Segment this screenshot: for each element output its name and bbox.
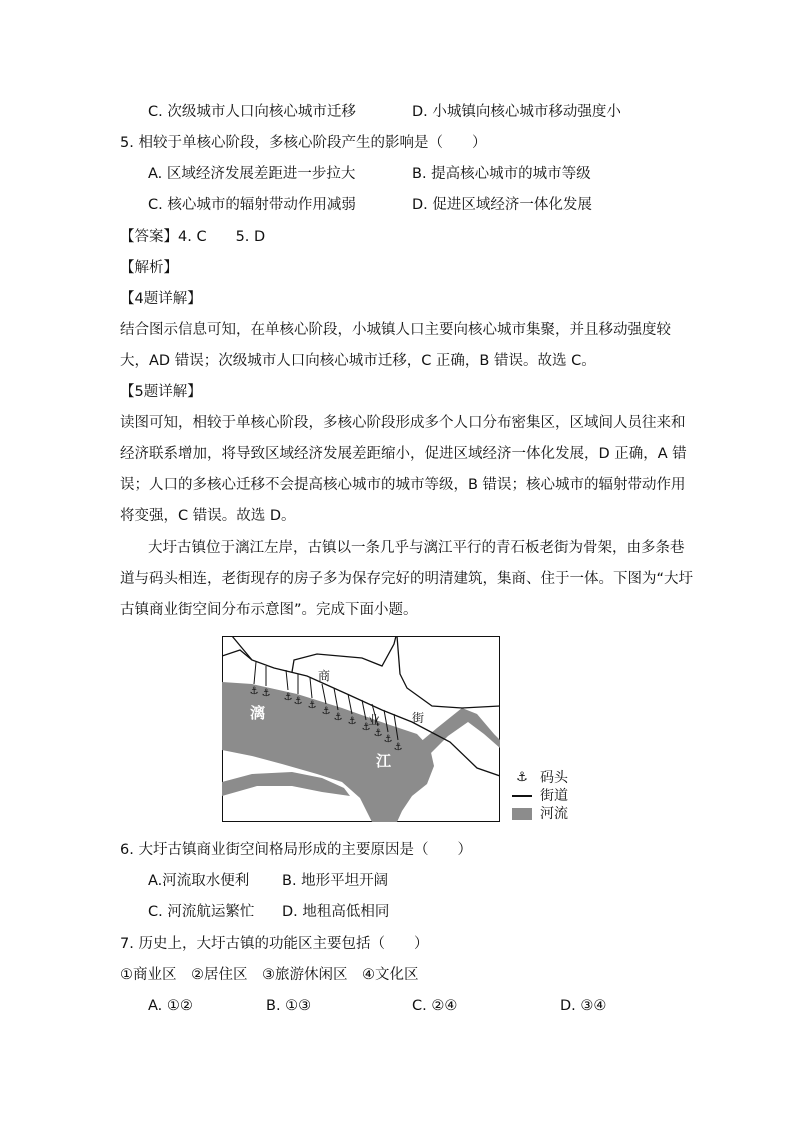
- legend-label-wharf: 码头: [540, 770, 568, 786]
- q5-detail-line: 经济联系增加，将导致区域经济发展差距缩小，促进区域经济一体化发展，D 正确，A 错: [120, 446, 687, 462]
- anchor-icon: ⚓: [373, 728, 383, 739]
- q7-option-b: B. ①③: [266, 998, 312, 1014]
- anchor-icon: ⚓: [249, 686, 259, 697]
- q6-stem: 6. 大圩古镇商业街空间格局形成的主要原因是（ ）: [120, 842, 472, 858]
- legend-label-river: 河流: [540, 806, 568, 822]
- anchor-icon: ⚓: [516, 770, 528, 785]
- anchor-icon: ⚓: [321, 706, 331, 717]
- anchor-icon: ⚓: [361, 722, 371, 733]
- q5-option-b: B. 提高核心城市的城市等级: [412, 166, 591, 182]
- q4-detail-title: 【4题详解】: [120, 291, 202, 307]
- q7-option-a: A. ①②: [148, 998, 193, 1014]
- anchor-icon: ⚓: [283, 692, 293, 703]
- q5-option-c: C. 核心城市的辐射带动作用减弱: [148, 197, 356, 213]
- passage-line: 大圩古镇位于漓江左岸，古镇以一条几乎与漓江平行的青石板老街为骨架，由多条巷: [148, 540, 685, 556]
- analysis-title: 【解析】: [120, 260, 178, 276]
- q4-detail-line: 大，AD 错误；次级城市人口向核心城市迁移，C 正确，B 错误。故选 C。: [120, 353, 596, 369]
- map-label-jiang: 江: [376, 752, 392, 770]
- dawei-commercial-street-map: [222, 636, 500, 822]
- map-label-shang: 商: [318, 669, 331, 683]
- map-label-li: 漓: [250, 704, 266, 722]
- anchor-icon: ⚓: [347, 716, 357, 727]
- q6-option-a: A.河流取水便利: [148, 873, 250, 889]
- q5-detail-title: 【5题详解】: [120, 384, 202, 400]
- line-icon: [512, 786, 532, 806]
- q4-option-d: D. 小城镇向核心城市移动强度小: [412, 104, 621, 120]
- q6-option-d: D. 地租高低相同: [282, 904, 390, 920]
- q4-detail-line: 结合图示信息可知，在单核心阶段，小城镇人口主要向核心城市集聚，并且移动强度较: [120, 322, 671, 338]
- q6-option-b: B. 地形平坦开阔: [282, 873, 389, 889]
- map-label-ye: 业: [368, 713, 381, 727]
- answer-line: 【答案】4. C 5. D: [120, 229, 266, 245]
- anchor-icon: ⚓: [393, 742, 403, 753]
- q5-detail-line: 读图可知，相较于单核心阶段，多核心阶段形成多个人口分布密集区，区域间人员往来和: [120, 415, 686, 431]
- anchor-icon: ⚓: [383, 734, 393, 745]
- q4-option-c: C. 次级城市人口向核心城市迁移: [148, 104, 356, 120]
- q5-option-d: D. 促进区域经济一体化发展: [412, 197, 592, 213]
- anchor-icon: ⚓: [307, 700, 317, 711]
- q5-stem: 5. 相较于单核心阶段，多核心阶段产生的影响是（ ）: [120, 135, 487, 151]
- legend-label-street: 街道: [540, 788, 568, 804]
- q7-items: ①商业区 ②居住区 ③旅游休闲区 ④文化区: [120, 967, 419, 983]
- q7-stem: 7. 历史上，大圩古镇的功能区主要包括（ ）: [120, 936, 429, 952]
- q5-option-a: A. 区域经济发展差距进一步拉大: [148, 166, 356, 182]
- q6-option-c: C. 河流航运繁忙: [148, 904, 255, 920]
- q7-option-d: D. ③④: [560, 998, 607, 1014]
- anchor-icon: ⚓: [333, 712, 343, 723]
- q7-option-c: C. ②④: [412, 998, 458, 1014]
- map-label-jie: 街: [412, 711, 425, 725]
- anchor-icon: ⚓: [261, 688, 271, 699]
- anchor-icon: ⚓: [293, 696, 303, 707]
- passage-line: 道与码头相连，老街现存的房子多为保存完好的明清建筑，集商、住于一体。下图为“大圩: [120, 571, 694, 587]
- q5-detail-line: 将变强，C 错误。故选 D。: [120, 508, 296, 524]
- river-swatch-icon: [512, 804, 532, 824]
- q5-detail-line: 误；人口的多核心迁移不会提高核心城市的城市等级，B 错误；核心城市的辐射带动作用: [120, 477, 686, 493]
- passage-line: 古镇商业街空间分布示意图”。完成下面小题。: [120, 602, 418, 618]
